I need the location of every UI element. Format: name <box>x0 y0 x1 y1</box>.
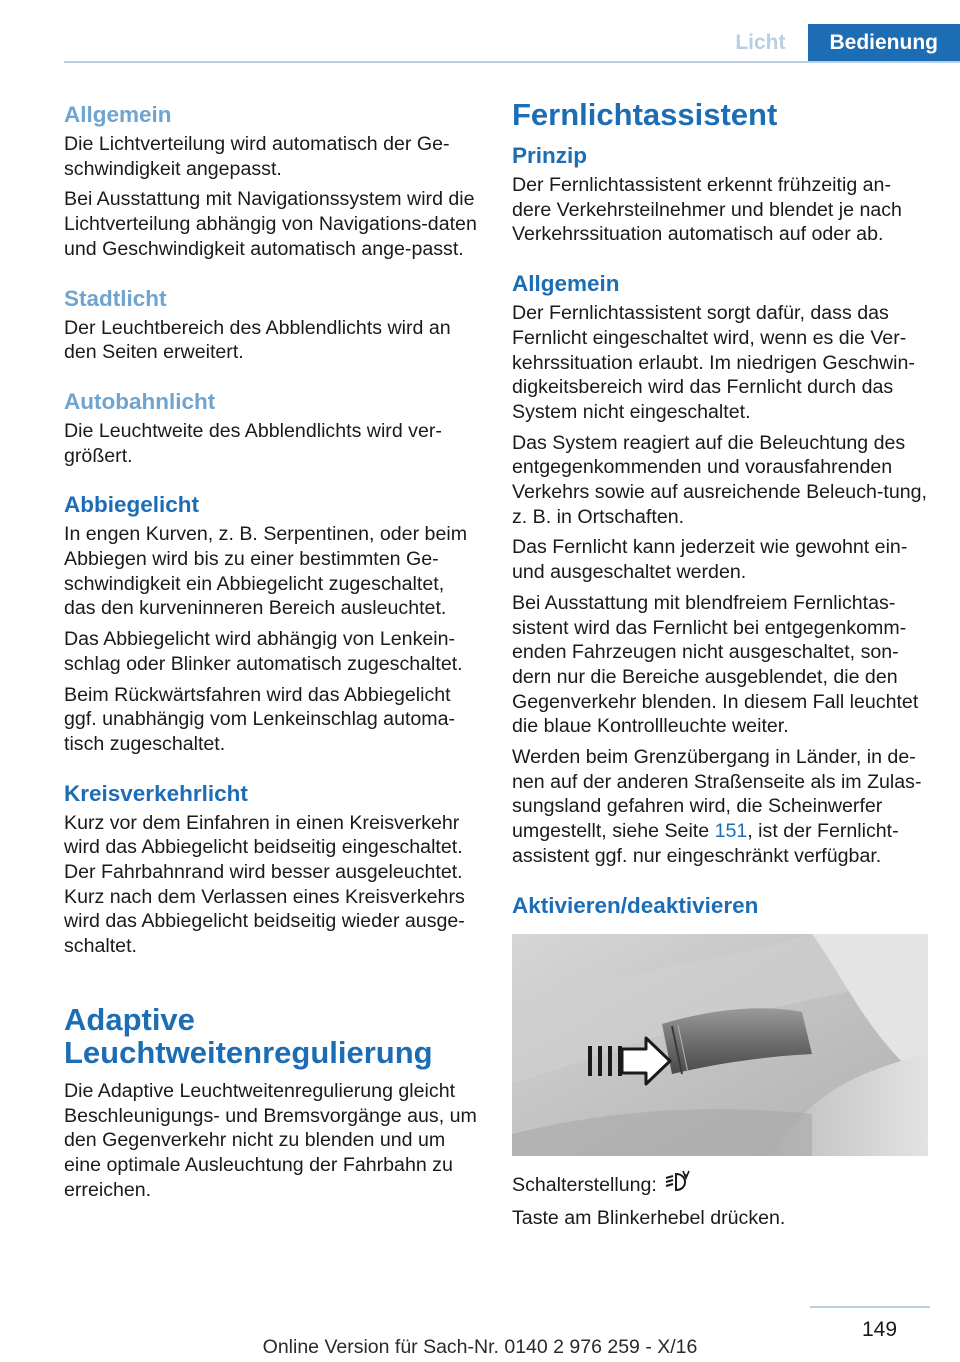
page-reference-link[interactable]: 151 <box>714 820 748 843</box>
paragraph: Bei Ausstattung mit Navigationssystem wird die Lichtverteilung abhängig von Navigations‐daten und Geschwindigkeit automatisch ange‐passt. <box>64 188 477 260</box>
paragraph: Der Fernlichtassistent erkennt frühzeitig an‐dere Verkehrsteilnehmer und blendet je nach Verkehrssituation automatisch auf oder ab. <box>512 174 902 246</box>
header-tabs <box>713 24 960 62</box>
paragraph: Das Abbiegelicht wird abhängig von Lenkein‐schlag oder Blinker automatisch zugeschaltet. <box>64 628 463 675</box>
switch-position-line: Schalterstellung: <box>512 1170 930 1201</box>
paragraph: Beim Rückwärtsfahren wird das Abbiegelicht ggf. unabhängig vom Lenkeinschlag automa‐tisch zugeschaltet. <box>64 683 456 755</box>
paragraph: Das System reagiert auf die Beleuchtung des entgegenkommenden und vorausfahrenden Verkehrs sowie auf ausreichende Beleuch‐tung, z. B. in Ortschaften. <box>512 431 927 528</box>
heading-stadtlicht: Stadtlicht <box>64 285 167 311</box>
paragraph: Der Leuchtbereich des Abblendlichts wird an den Seiten erweitert. <box>64 316 451 364</box>
section-tab-licht[interactable]: Licht <box>735 31 786 54</box>
paragraph: Kurz vor dem Einfahren in einen Kreisverkehr wird das Abbiegelicht beidseitig eingeschaltet. Der Fahrbahnrand wird besser ausgeleuchtet. Kurz nach dem Verlassen eines Kreisverkehrs wird das Abbiegelicht beidseitig wieder ausge‐schaltet. <box>64 811 465 958</box>
paragraph: Die Lichtverteilung wird automatisch der Ge‐schwindigkeit angepasst. <box>64 133 450 180</box>
left-column <box>64 98 477 1208</box>
turn-signal-lever-photo <box>512 934 928 1156</box>
paragraph: Die Leuchtweite des Abblendlichts wird ver‐größert. <box>64 419 442 467</box>
paragraph: In engen Kurven, z. B. Serpentinen, oder beim Abbiegen wird bis zu einer bestimmten Ge‐schwindigkeit ein Abbiegelicht zugeschaltet, das den kurveninneren Bereich ausleuchtet. <box>64 523 468 620</box>
footer-divider <box>810 1306 930 1308</box>
online-version-footer: Online Version für Sach-Nr. 0140 2 976 259 - X/16 <box>262 1336 698 1358</box>
heading-kreisverkehrlicht: Kreisverkehrlicht <box>64 780 248 806</box>
page-number: 149 <box>862 1318 898 1341</box>
section-title-adaptive-leuchtweitenregulierung: Adaptive Leuchtweitenregulierung <box>64 1001 433 1070</box>
paragraph: Der Fernlichtassistent sorgt dafür, dass das Fernlicht eingeschaltet wird, wenn es die Ver‐kehrssituation erlaubt. Im niedrigen Geschwin‐digkeitsbereich wird das Fernlicht durch das System nicht eingeschaltet. <box>512 302 915 423</box>
turn-signal-lever-illustration <box>512 934 928 1156</box>
paragraph: Bei Ausstattung mit blendfreiem Fernlichtas‐sistent wird das Fernlicht bei entgegenkomm‐enden Fahrzeugen nicht ausgeschaltet, son‐dern nur die Bereiche ausgeblendet, die den Gegenverkehr blenden. In diesem Fall leuchtet die blaue Kontrollleuchte weiter. <box>512 591 919 738</box>
paragraph: Die Adaptive Leuchtweitenregulierung gleicht Beschleunigungs- und Bremsvorgänge aus, um den Gegenverkehr nicht zu blenden und um eine optimale Ausleuchtung der Fahrbahn zu erreichen. <box>64 1079 477 1201</box>
heading-abbiegelicht: Abbiegelicht <box>64 492 200 518</box>
heading-autobahnlicht: Autobahnlicht <box>64 388 216 414</box>
heading-allgemein-lichtverteilung: Allgemein <box>64 102 172 127</box>
header-divider <box>64 61 960 63</box>
heading-aktivieren-deaktivieren: Aktivieren/deaktivieren <box>512 892 759 918</box>
paragraph: Das Fernlicht kann jederzeit wie gewohnt ein- und ausgeschaltet werden. <box>512 536 908 584</box>
right-column <box>512 98 930 1237</box>
heading-prinzip: Prinzip <box>512 143 588 168</box>
paragraph-cross-reference: Werden beim Grenzübergang in Länder, in de‐nen auf der anderen Straßenseite als im Zulas‐sungsland gefahren wird, die Scheinwerfer umgestellt, siehe Seite 151, ist der Fernlicht‐assistent ggf. nur eingeschränkt verfügbar. <box>512 746 922 867</box>
section-title-fernlichtassistent: Fernlichtassistent <box>512 97 778 132</box>
high-beam-assistant-icon <box>665 1170 691 1201</box>
paragraph: Taste am Blinkerhebel drücken. <box>512 1207 786 1230</box>
heading-allgemein-fernlicht: Allgemein <box>512 271 620 297</box>
chapter-tab-bedienung[interactable]: Bedienung <box>808 24 960 62</box>
